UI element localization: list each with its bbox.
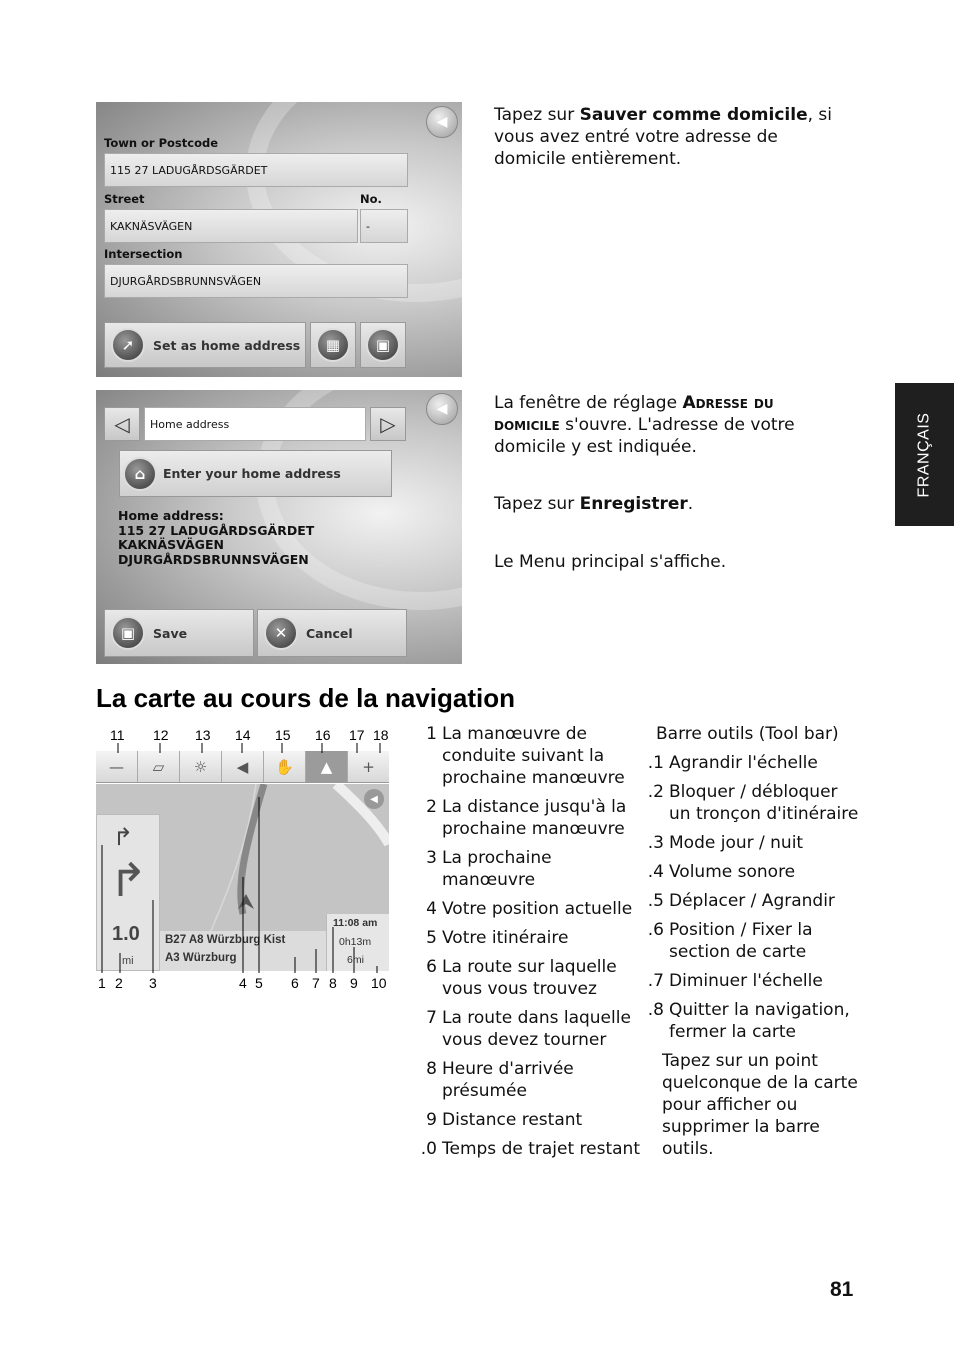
intersection-label: Intersection: [104, 247, 183, 261]
item-number: 5: [426, 928, 437, 948]
volume-icon[interactable]: ◀: [222, 751, 264, 782]
callout-number: 13: [195, 727, 211, 743]
callout-number: 3: [149, 975, 157, 991]
item-number: 2: [426, 797, 437, 817]
list-item: [642, 832, 864, 854]
list-item: [642, 890, 864, 912]
small-caps-text: Adresse du domicile: [494, 393, 774, 435]
position-arrow-icon[interactable]: ▲: [306, 751, 348, 782]
item-number: .6: [647, 920, 664, 940]
list-item: [414, 1138, 642, 1160]
house-icon: ⌂: [123, 457, 157, 491]
chevron-left-icon: ◁: [114, 412, 130, 436]
item-number: 3: [426, 848, 437, 868]
next-maneuver-icon: ↱: [109, 853, 148, 907]
item-text: La distance jusqu'à la prochaine manœuvre: [442, 797, 627, 839]
text: La fenêtre de réglage: [494, 393, 683, 413]
back-arrow-icon[interactable]: ◀: [426, 106, 458, 138]
list-item: [642, 723, 864, 745]
callout-number: 5: [255, 975, 263, 991]
paragraph-home-window: [494, 392, 844, 458]
list-item: [414, 1109, 642, 1131]
street-field[interactable]: KAKNÄSVÄGEN: [104, 209, 358, 243]
map-toolbar: [96, 751, 389, 783]
callout-number: 1: [98, 975, 106, 991]
text: , si vous avez entré votre adresse de domicile entièrement.: [494, 105, 832, 169]
number-label: No.: [360, 192, 382, 206]
item-text: La manœuvre de conduite suivant la prochaine manœuvre: [442, 724, 625, 788]
page-number: 81: [830, 1278, 854, 1301]
zoom-in-icon[interactable]: +: [362, 757, 375, 776]
cancel-cross-icon: ✕: [264, 616, 298, 650]
item-number: 6: [426, 957, 437, 977]
town-label: Town or Postcode: [104, 136, 219, 150]
callout-number: 11: [110, 727, 125, 743]
roadblock-icon[interactable]: ▱: [138, 751, 180, 782]
list-item: [414, 898, 642, 920]
list-item: [414, 1007, 642, 1051]
home-address-heading: Home address:: [118, 508, 224, 523]
home-address-block: [118, 509, 314, 567]
address-selector[interactable]: Home address: [144, 407, 366, 441]
list-item: [642, 999, 864, 1043]
save-label: Save: [153, 625, 188, 641]
item-text: Bloquer / débloquer un tronçon d'itinéraire: [669, 782, 859, 824]
item-text: Tapez sur un point quelconque de la carte pour afficher ou supprimer la barre outils.: [662, 1051, 858, 1159]
item-text: Position / Fixer la section de carte: [669, 920, 813, 962]
town-field[interactable]: 115 27 LADUGÅRDSGÄRDET: [104, 153, 408, 187]
item-number: .3: [647, 833, 664, 853]
item-number: .8: [647, 1000, 664, 1020]
maneuver-panel: [96, 814, 160, 971]
item-text: Barre outils (Tool bar): [656, 724, 839, 744]
distance-remaining: 6mi: [347, 954, 364, 966]
list-item: [414, 796, 642, 840]
item-text: Volume sonore: [669, 862, 796, 882]
text: Tapez sur: [494, 494, 580, 514]
paragraph-main-menu: Le Menu principal s'affiche.: [494, 552, 727, 572]
enter-home-button[interactable]: [119, 450, 392, 497]
callout-number: 7: [312, 975, 320, 991]
item-number: 9: [426, 1110, 437, 1130]
road-info-bar: [160, 931, 326, 971]
list-item: [642, 752, 864, 774]
text: s'ouvre. L'adresse de votre domicile y est indiquée.: [494, 415, 795, 457]
home-address-screenshot: [96, 390, 462, 664]
map-button[interactable]: [310, 322, 356, 368]
save-disk-button[interactable]: [360, 322, 406, 368]
text: Tapez sur: [494, 105, 580, 125]
trip-info-panel: [326, 914, 389, 971]
item-text: La prochaine manœuvre: [442, 848, 552, 890]
item-text: Agrandir l'échelle: [669, 753, 818, 773]
hand-pan-icon[interactable]: ✋: [264, 751, 306, 782]
map-icon: ▦: [316, 328, 350, 362]
arrival-time: 11:08 am: [333, 917, 378, 929]
list-item: [414, 847, 642, 891]
next-next-maneuver-icon: ↱: [113, 823, 134, 851]
callout-number: 12: [153, 727, 169, 743]
item-number: .4: [647, 862, 664, 882]
list-item: [642, 781, 864, 825]
item-number: .0: [420, 1139, 437, 1159]
list-item: [414, 927, 642, 949]
item-text: Votre itinéraire: [442, 928, 569, 948]
item-text: Quitter la navigation, fermer la carte: [669, 1000, 850, 1042]
next-road: A3 Würzburg: [165, 952, 237, 964]
list-item: [642, 1050, 864, 1160]
distance-value: 1.0: [112, 923, 140, 945]
legend-list-left: [414, 723, 642, 1167]
distance-unit: mi: [122, 955, 134, 967]
language-tab: [895, 383, 954, 526]
item-number: .1: [647, 753, 664, 773]
item-number: 8: [426, 1059, 437, 1079]
language-tab-label: FRANÇAIS: [915, 412, 933, 497]
paragraph-save-home: [494, 104, 844, 170]
list-item: [642, 970, 864, 992]
callout-number: 14: [235, 727, 251, 743]
map-back-icon[interactable]: ◀: [364, 789, 384, 809]
item-text: La route sur laquelle vous vous trouvez: [442, 957, 617, 999]
save-button[interactable]: [104, 609, 254, 657]
cancel-label: Cancel: [306, 625, 353, 641]
item-text: Votre position actuelle: [442, 899, 633, 919]
item-number: .2: [647, 782, 664, 802]
current-road: B27 A8 Würzburg Kist: [165, 934, 286, 946]
set-home-button[interactable]: [104, 322, 306, 368]
item-number: 1: [426, 724, 437, 744]
list-item: [414, 723, 642, 789]
home-address-line: 115 27 LADUGÅRDSGÄRDET: [118, 522, 315, 538]
item-text: Temps de trajet restant: [442, 1139, 640, 1159]
item-number: [642, 1050, 662, 1160]
home-arrow-icon: ➚: [111, 328, 145, 362]
legend-list-right: [642, 723, 864, 1167]
previous-arrow-button[interactable]: [104, 407, 140, 441]
item-number: 7: [426, 1008, 437, 1028]
list-item: [642, 861, 864, 883]
callout-number: 10: [371, 975, 387, 991]
callout-number: 9: [350, 975, 358, 991]
bold-text: Enregistrer: [579, 494, 688, 514]
floppy-disk-icon: ▣: [366, 328, 400, 362]
item-text: Mode jour / nuit: [669, 833, 804, 853]
callout-number: 16: [315, 727, 331, 743]
next-arrow-button[interactable]: [370, 407, 406, 441]
callout-number: 18: [373, 727, 389, 743]
item-number: 4: [426, 899, 437, 919]
list-item: [642, 919, 864, 963]
home-address-line: DJURGÅRDSBRUNNSVÄGEN: [118, 551, 309, 567]
callout-number: 8: [329, 975, 337, 991]
callout-number: 6: [291, 975, 299, 991]
back-arrow-icon[interactable]: ◀: [426, 393, 458, 425]
floppy-disk-icon: ▣: [111, 616, 145, 650]
item-text: La route dans laquelle vous devez tourner: [442, 1008, 631, 1050]
item-text: Distance restant: [442, 1110, 583, 1130]
home-address-line: KAKNÄSVÄGEN: [118, 537, 224, 552]
set-home-label: Set as home address: [153, 337, 301, 353]
navigation-map-figure: [96, 727, 389, 995]
item-text: Heure d'arrivée présumée: [442, 1059, 574, 1101]
bold-text: Sauver comme domicile: [579, 105, 808, 125]
address-screenshot: [96, 102, 462, 377]
callout-number: 15: [275, 727, 291, 743]
zoom-out-icon[interactable]: —: [96, 751, 138, 782]
section-title: La carte au cours de la navigation: [96, 683, 516, 713]
chevron-right-icon: ▷: [380, 412, 396, 436]
street-label: Street: [104, 192, 145, 206]
item-text: Déplacer / Agrandir: [669, 891, 835, 911]
callout-number: 4: [239, 975, 247, 991]
callout-number: 17: [349, 727, 365, 743]
callout-number: 2: [115, 975, 123, 991]
day-night-icon[interactable]: ☼: [180, 751, 222, 782]
enter-home-label: Enter your home address: [163, 466, 341, 481]
list-item: [414, 1058, 642, 1102]
item-text: Diminuer l'échelle: [669, 971, 823, 991]
text: .: [687, 494, 694, 514]
item-number: .5: [647, 891, 664, 911]
item-number: .7: [647, 971, 664, 991]
number-field[interactable]: -: [360, 209, 408, 243]
intersection-field[interactable]: DJURGÅRDSBRUNNSVÄGEN: [104, 264, 408, 298]
list-item: [414, 956, 642, 1000]
time-remaining: 0h13m: [339, 936, 372, 948]
cancel-button[interactable]: [257, 609, 407, 657]
paragraph-save: [494, 493, 844, 515]
